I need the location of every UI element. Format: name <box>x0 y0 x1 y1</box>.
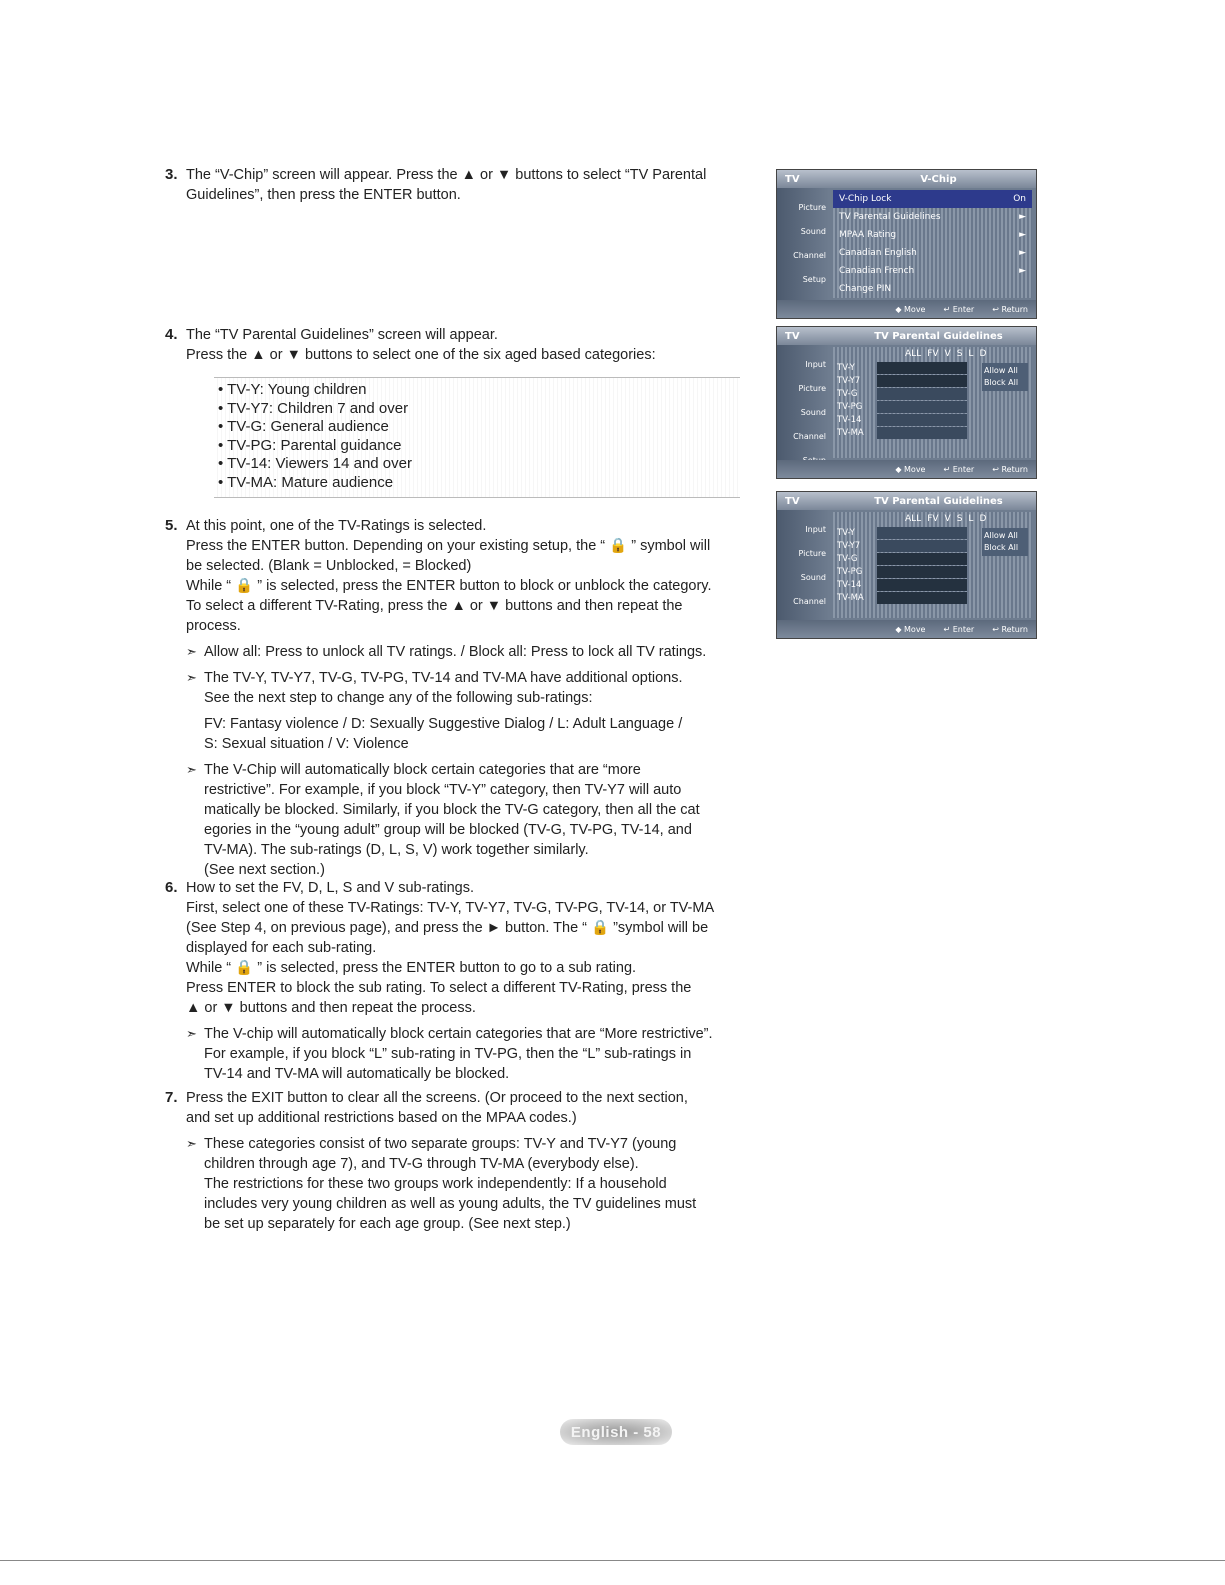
side-item[interactable]: Channel <box>793 597 826 606</box>
note <box>186 1134 756 1234</box>
menu-item-change-pin[interactable] <box>833 280 1032 298</box>
col-head: ALL <box>905 514 922 524</box>
rating-row[interactable] <box>833 413 1032 426</box>
row-label: TV-G <box>837 388 858 399</box>
page-number-badge: English - 58 <box>560 1419 672 1445</box>
step-text-line: At this point, one of the TV-Ratings is selected. <box>186 518 487 534</box>
row-label: TV-Y <box>837 362 855 373</box>
side-item[interactable]: Input <box>805 525 826 534</box>
step-7 <box>165 1088 756 1234</box>
note <box>186 642 756 662</box>
sub-line: S: Sexual situation / V: Violence <box>204 736 409 752</box>
tv-footer <box>777 620 1036 638</box>
sub-line: FV: Fantasy violence / D: Sexually Suggestive Dialog / L: Adult Language / <box>204 716 683 732</box>
tv-screen-parental-1 <box>776 326 1037 479</box>
side-item[interactable]: Channel <box>793 251 826 260</box>
sub-ratings <box>186 714 756 754</box>
rating-row[interactable] <box>833 400 1032 413</box>
rating-cells[interactable] <box>877 388 967 400</box>
step-number: 3. <box>165 166 178 183</box>
row-label: TV-Y7 <box>837 375 861 386</box>
step-text-line: process. <box>186 618 241 634</box>
step-number: 6. <box>165 879 178 896</box>
rating-cells[interactable] <box>877 527 967 539</box>
tv-title: V-Chip <box>920 173 957 185</box>
tv-footer <box>777 460 1036 478</box>
note-line: For example, if you block “L” sub-rating in TV-PG, then the “L” sub-ratings in <box>204 1046 692 1062</box>
rating-cells[interactable] <box>877 401 967 413</box>
rating-cells[interactable] <box>877 592 967 604</box>
step-text-line: be selected. (Blank = Unblocked, = Blocked) <box>186 558 472 574</box>
note-arrow-icon: ➣ <box>186 762 197 777</box>
move-hint: ◆ Move <box>895 464 926 474</box>
tv-tab: TV <box>785 495 800 507</box>
side-item[interactable]: Picture <box>798 203 826 212</box>
side-item[interactable]: Sound <box>800 408 826 417</box>
step-text-line: The “V-Chip” screen will appear. Press the ▲ or ▼ buttons to select “TV Parental <box>186 167 707 183</box>
step-text-line: How to set the FV, D, L, S and V sub-ratings. <box>186 880 474 896</box>
step-text-line: The “TV Parental Guidelines” screen will appear. <box>186 327 498 343</box>
side-item[interactable]: Sound <box>800 573 826 582</box>
note-arrow-icon: ➣ <box>186 1026 197 1041</box>
side-item[interactable]: Picture <box>798 384 826 393</box>
menu-value: On <box>1013 194 1026 204</box>
col-head: V <box>944 349 951 359</box>
row-label: TV-G <box>837 553 858 564</box>
ratings-list <box>214 377 740 498</box>
note-line: children through age 7), and TV-G through TV-MA (everybody else). <box>204 1156 639 1172</box>
note-line: egories in the “young adult” group will be blocked (TV-G, TV-PG, TV-14, and <box>204 822 692 838</box>
side-item[interactable]: Picture <box>798 549 826 558</box>
side-item[interactable]: Sound <box>800 227 826 236</box>
step-4 <box>165 325 756 365</box>
side-item[interactable]: Input <box>805 360 826 369</box>
menu-label: TV Parental Guidelines <box>839 212 941 222</box>
allow-block-panel <box>982 363 1028 391</box>
col-head: ALL <box>905 349 922 359</box>
note-line: includes very young children as well as young adults, the TV guidelines must <box>204 1196 697 1212</box>
note-line: (See next section.) <box>204 862 325 878</box>
allow-all-button[interactable]: Allow All <box>984 366 1018 375</box>
col-head: V <box>944 514 951 524</box>
tv-side-menu <box>777 188 829 300</box>
menu-item-tv-parental[interactable] <box>833 208 1032 226</box>
rating-cells[interactable] <box>877 553 967 565</box>
note-line: These categories consist of two separate groups: TV-Y and TV-Y7 (young <box>204 1136 677 1152</box>
note-line: TV-MA). The sub-ratings (D, L, S, V) work together similarly. <box>204 842 589 858</box>
note-line: TV-14 and TV-MA will automatically be blocked. <box>204 1066 510 1082</box>
col-head: S <box>956 349 963 359</box>
return-hint: ↩ Return <box>992 624 1028 634</box>
menu-value: ► <box>1019 230 1026 240</box>
col-head: D <box>979 514 987 524</box>
note <box>186 668 756 708</box>
row-label: TV-14 <box>837 579 862 590</box>
note-line: The restrictions for these two groups work independently: If a household <box>204 1176 667 1192</box>
tv-title-bar <box>777 170 1036 188</box>
menu-value: ► <box>1019 248 1026 258</box>
rating-cells[interactable] <box>877 375 967 387</box>
step-text-line: While “ 🔒 ” is selected, press the ENTER button to go to a sub rating. <box>186 960 637 976</box>
menu-value: ► <box>1019 212 1026 222</box>
menu-value: ► <box>1019 266 1026 276</box>
tv-side-menu <box>777 345 829 460</box>
col-head: FV <box>927 514 939 524</box>
row-label: TV-14 <box>837 414 862 425</box>
note-line: be set up separately for each age group. (See next step.) <box>204 1216 571 1232</box>
rating-cells[interactable] <box>877 540 967 552</box>
step-text-line: To select a different TV-Rating, press the ▲ or ▼ buttons and then repeat the <box>186 598 683 614</box>
step-6 <box>165 878 756 1084</box>
step-text-line: ▲ or ▼ buttons and then repeat the process. <box>186 1000 476 1016</box>
rating-row[interactable] <box>833 591 1032 604</box>
tv-title: TV Parental Guidelines <box>874 495 1003 507</box>
note <box>186 1024 756 1084</box>
rating-cells[interactable] <box>877 566 967 578</box>
step-text-line: and set up additional restrictions based on the MPAA codes.) <box>186 1110 577 1126</box>
rating-row[interactable] <box>833 565 1032 578</box>
rating-grid <box>833 512 1032 618</box>
rating-item: • TV-Y: Young children <box>218 381 367 398</box>
tv-screen-parental-2 <box>776 491 1037 639</box>
tv-title: TV Parental Guidelines <box>874 330 1003 342</box>
rating-row[interactable] <box>833 578 1032 591</box>
rating-item: • TV-MA: Mature audience <box>218 473 394 491</box>
menu-item-canadian-french[interactable] <box>833 262 1032 280</box>
grid-header <box>833 512 1032 526</box>
step-text-line: Press the ▲ or ▼ buttons to select one of the six aged based categories: <box>186 347 656 363</box>
rating-item: • TV-14: Viewers 14 and over <box>218 455 412 472</box>
tv-tab: TV <box>785 173 800 185</box>
col-head: D <box>979 349 987 359</box>
row-label: TV-MA <box>837 427 864 438</box>
tv-tab: TV <box>785 330 800 342</box>
step-number: 5. <box>165 517 178 534</box>
step-number: 7. <box>165 1089 178 1106</box>
menu-label: Change PIN <box>839 284 892 294</box>
enter-hint: ↵ Enter <box>943 304 975 314</box>
rating-cells[interactable] <box>877 362 967 374</box>
rating-grid <box>833 347 1032 458</box>
menu-item-canadian-english[interactable] <box>833 244 1032 262</box>
note-line: matically be blocked. Similarly, if you block the TV-G category, then all the cat <box>204 802 700 818</box>
note-line: restrictive”. For example, if you block “TV-Y” category, then TV-Y7 will auto <box>204 782 682 798</box>
step-number: 4. <box>165 326 178 343</box>
rating-row[interactable] <box>833 426 1032 439</box>
note-line: Allow all: Press to unlock all TV ratings. / Block all: Press to lock all TV ratings. <box>204 644 707 660</box>
rating-item: • TV-G: General audience <box>218 418 389 435</box>
note-arrow-icon: ➣ <box>186 670 197 685</box>
step-text-line: (See Step 4, on previous page), and press the ► button. The “ 🔒 ”symbol will be <box>186 920 709 936</box>
note-line: The TV-Y, TV-Y7, TV-G, TV-PG, TV-14 and TV-MA have additional options. <box>204 670 683 686</box>
enter-hint: ↵ Enter <box>943 624 975 634</box>
return-hint: ↩ Return <box>992 464 1028 474</box>
move-hint: ◆ Move <box>895 624 926 634</box>
row-label: TV-Y7 <box>837 540 861 551</box>
step-text-line: Guidelines”, then press the ENTER button. <box>186 187 461 203</box>
note <box>186 760 756 880</box>
step-text-line: Press the ENTER button. Depending on your existing setup, the “ 🔒 ” symbol will <box>186 538 711 554</box>
rating-cells[interactable] <box>877 427 967 439</box>
note-arrow-icon: ➣ <box>186 1136 197 1151</box>
col-head: S <box>956 514 963 524</box>
tv-side-menu <box>777 510 829 620</box>
note-arrow-icon: ➣ <box>186 644 197 659</box>
step-text-line: Press ENTER to block the sub rating. To select a different TV-Rating, press the <box>186 980 692 996</box>
tv-footer <box>777 300 1036 318</box>
menu-label: MPAA Rating <box>839 230 897 240</box>
row-label: TV-PG <box>837 401 863 412</box>
menu-label: V-Chip Lock <box>839 194 892 204</box>
menu-item-mpaa[interactable] <box>833 226 1032 244</box>
row-label: TV-Y <box>837 527 855 538</box>
page-bottom-divider <box>0 1560 1225 1561</box>
menu-item-vchip-lock[interactable] <box>833 190 1032 208</box>
note-line: The V-Chip will automatically block certain categories that are “more <box>204 762 641 778</box>
step-5 <box>165 516 756 880</box>
step-3 <box>165 165 756 205</box>
grid-header <box>833 347 1032 361</box>
rating-cells[interactable] <box>877 579 967 591</box>
step-text-line: First, select one of these TV-Ratings: TV-Y, TV-Y7, TV-G, TV-PG, TV-14, or TV-MA <box>186 900 715 916</box>
side-item[interactable]: Channel <box>793 432 826 441</box>
rating-item: • TV-PG: Parental guidance <box>218 436 402 454</box>
tv-title-bar <box>777 492 1036 510</box>
menu-label: Canadian French <box>839 266 915 276</box>
rating-cells[interactable] <box>877 414 967 426</box>
col-head: FV <box>927 349 939 359</box>
rating-item: • TV-Y7: Children 7 and over <box>218 399 409 417</box>
enter-hint: ↵ Enter <box>943 464 975 474</box>
tv-screen-vchip <box>776 169 1037 319</box>
row-label: TV-MA <box>837 592 864 603</box>
col-head: L <box>968 514 974 524</box>
return-hint: ↩ Return <box>992 304 1028 314</box>
block-all-button[interactable]: Block All <box>984 543 1019 552</box>
note-line: See the next step to change any of the following sub-ratings: <box>204 690 593 706</box>
step-text-line: Press the EXIT button to clear all the screens. (Or proceed to the next section, <box>186 1090 688 1106</box>
block-all-button[interactable]: Block All <box>984 378 1019 387</box>
step-text-line: While “ 🔒 ” is selected, press the ENTER button to block or unblock the category. <box>186 578 712 594</box>
col-head: L <box>968 349 974 359</box>
note-line: The V-chip will automatically block certain categories that are “More restrictive”. <box>204 1026 713 1042</box>
row-label: TV-PG <box>837 566 863 577</box>
step-text-line: displayed for each sub-rating. <box>186 940 377 956</box>
side-item[interactable]: Setup <box>802 275 826 284</box>
tv-title-bar <box>777 327 1036 345</box>
tv-menu-content <box>833 190 1032 298</box>
allow-block-panel <box>982 528 1028 556</box>
move-hint: ◆ Move <box>895 304 926 314</box>
menu-label: Canadian English <box>839 248 917 258</box>
allow-all-button[interactable]: Allow All <box>984 531 1018 540</box>
